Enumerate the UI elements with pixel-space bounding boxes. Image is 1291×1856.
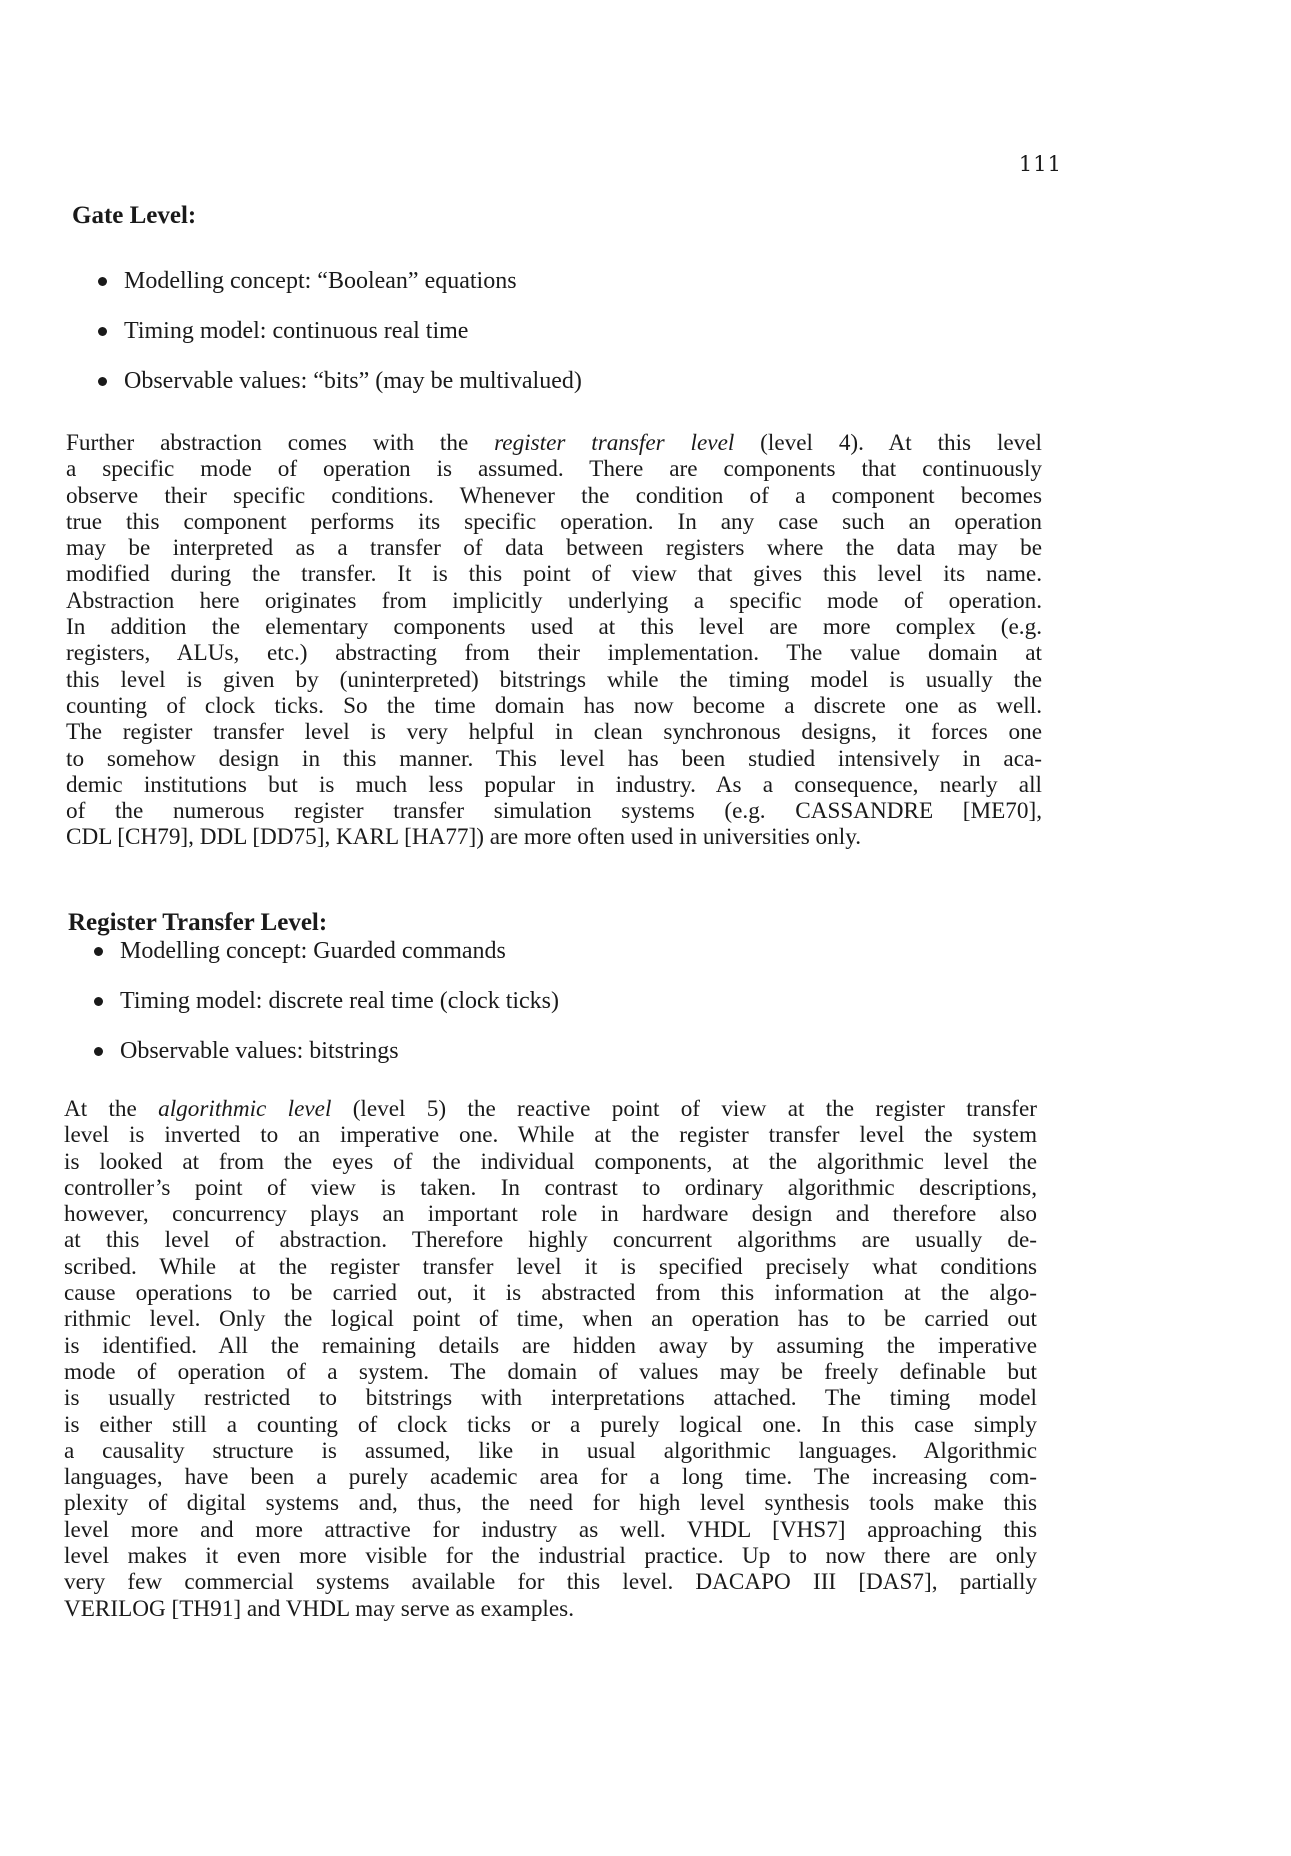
- text-line: to somehow design in this manner. This level has been studied intensively in aca-: [66, 745, 1042, 772]
- text-line: plexity of digital systems and, thus, the need for high level synthesis tools make this: [64, 1490, 1037, 1517]
- text-line: a specific mode of operation is assumed. There are components that continuously: [66, 456, 1042, 483]
- list-item: [98, 256, 582, 306]
- text-line: counting of clock ticks. So the time domain has now become a discrete one as well.: [66, 692, 1042, 719]
- text-line: scribed. While at the register transfer level it is specified precisely what conditions: [64, 1253, 1037, 1280]
- text-line: a causality structure is assumed, like in usual algorithmic languages. Algorithmic: [64, 1437, 1037, 1464]
- text-line: In addition the elementary components used at this level are more complex (e.g.: [66, 614, 1042, 641]
- text-line: is looked at from the eyes of the individual components, at the algorithmic level the: [64, 1148, 1037, 1175]
- list-item: [98, 306, 582, 356]
- bullet-text: Observable values: bitstrings: [120, 1038, 399, 1064]
- list-item: [94, 1026, 559, 1076]
- text-line: registers, ALUs, etc.) abstracting from their implementation. The value domain at: [66, 640, 1042, 667]
- text-line: CDL [CH79], DDL [DD75], KARL [HA77]) are more often used in universities only.: [66, 824, 862, 851]
- text-line: of the numerous register transfer simulation systems (e.g. CASSANDRE [ME70],: [66, 798, 1042, 825]
- register-transfer-paragraph: [66, 430, 1042, 851]
- text-line: is identified. All the remaining details are hidden away by assuming the imperative: [64, 1332, 1037, 1359]
- bullet-text: Timing model: continuous real time: [124, 318, 469, 344]
- emphasized-term: algorithmic level: [158, 1096, 332, 1122]
- algorithmic-level-paragraph: [64, 1096, 1037, 1622]
- register-transfer-level-heading: Register Transfer Level:: [68, 909, 328, 936]
- bullet-icon: [98, 277, 107, 286]
- text-line: observe their specific conditions. Whenever the condition of a component becomes: [66, 482, 1042, 509]
- bullet-icon: [98, 327, 107, 336]
- bullet-text: Observable values: “bits” (may be multivalued): [124, 368, 582, 394]
- text-line: demic institutions but is much less popular in industry. As a consequence, nearly all: [66, 771, 1042, 798]
- text-line: controller’s point of view is taken. In contrast to ordinary algorithmic descriptions,: [64, 1174, 1037, 1201]
- bullet-icon: [94, 947, 103, 956]
- text-line: mode of operation of a system. The domain of values may be freely definable but: [64, 1358, 1037, 1385]
- text-line: rithmic level. Only the logical point of time, when an operation has to be carried out: [64, 1306, 1037, 1333]
- bullet-icon: [94, 997, 103, 1006]
- list-item: [94, 926, 559, 976]
- bullet-text: Modelling concept: Guarded commands: [120, 938, 506, 964]
- text-line: true this component performs its specific operation. In any case such an operation: [66, 508, 1042, 535]
- emphasized-term: register transfer level: [494, 430, 735, 456]
- text-line: level is inverted to an imperative one. While at the register transfer level the system: [64, 1122, 1037, 1149]
- text-line: level more and more attractive for industry as well. VHDL [VHS7] approaching this: [64, 1516, 1037, 1543]
- register-transfer-bullet-list: [94, 926, 559, 1076]
- text-line: At the algorithmic level (level 5) the reactive point of view at the register transfer: [64, 1096, 1038, 1122]
- text-line: VERILOG [TH91] and VHDL may serve as examples.: [64, 1595, 574, 1622]
- list-item: [94, 976, 559, 1026]
- page-number: 111: [1018, 152, 1062, 176]
- text-line: is usually restricted to bitstrings with interpretations attached. The timing model: [64, 1385, 1037, 1412]
- gate-level-bullet-list: [98, 256, 582, 406]
- gate-level-heading: Gate Level:: [72, 202, 197, 229]
- text-line: level makes it even more visible for the industrial practice. Up to now there are only: [64, 1543, 1037, 1570]
- text-line: very few commercial systems available for this level. DACAPO III [DAS7], partially: [64, 1569, 1037, 1596]
- bullet-text: Timing model: discrete real time (clock ticks): [120, 988, 560, 1014]
- text-line: may be interpreted as a transfer of data between registers where the data may be: [66, 535, 1042, 562]
- text-line: Further abstraction comes with the register transfer level (level 4). At this level: [66, 430, 1043, 456]
- text-line: modified during the transfer. It is this point of view that gives this level its name.: [66, 561, 1042, 588]
- text-line: Abstraction here originates from implicitly underlying a specific mode of operation.: [66, 587, 1042, 614]
- text-line: however, concurrency plays an important role in hardware design and therefore also: [64, 1201, 1037, 1228]
- text-line: The register transfer level is very helpful in clean synchronous designs, it forces one: [66, 719, 1042, 746]
- text-line: is either still a counting of clock ticks or a purely logical one. In this case simply: [64, 1411, 1037, 1438]
- text-line: this level is given by (uninterpreted) bitstrings while the timing model is usually the: [66, 666, 1042, 693]
- bullet-icon: [98, 377, 107, 386]
- list-item: [98, 356, 582, 406]
- bullet-text: Modelling concept: “Boolean” equations: [124, 268, 517, 294]
- bullet-icon: [94, 1047, 103, 1056]
- text-line: at this level of abstraction. Therefore highly concurrent algorithms are usually de-: [64, 1227, 1037, 1254]
- text-line: languages, have been a purely academic area for a long time. The increasing com-: [64, 1464, 1037, 1491]
- text-line: cause operations to be carried out, it is abstracted from this information at the algo-: [64, 1280, 1037, 1307]
